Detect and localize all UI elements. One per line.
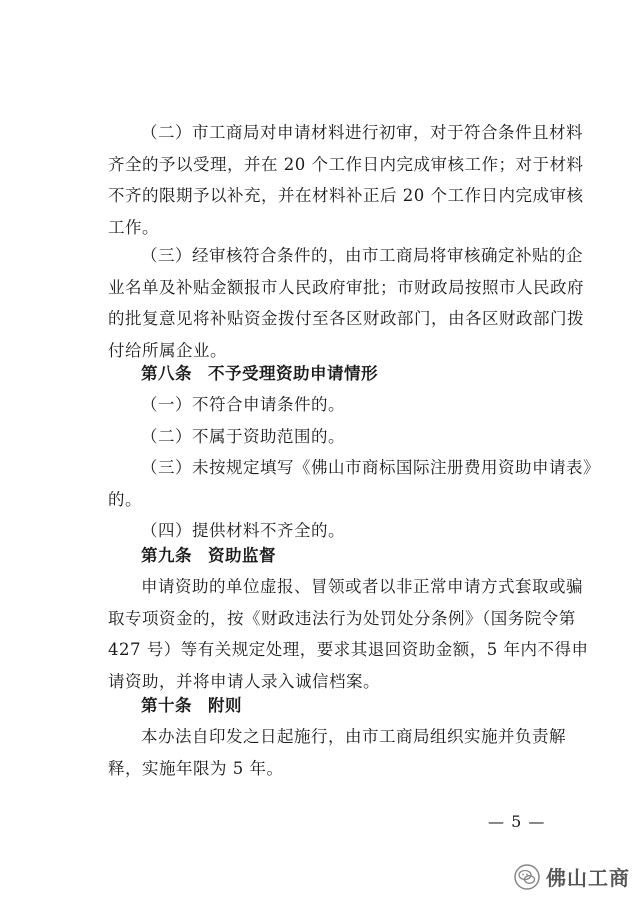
article-title: 不予受理资助申请情形 — [208, 364, 378, 383]
article-8-heading — [141, 358, 378, 390]
text-line: 释，实施年限为 5 年。 — [108, 758, 284, 778]
article-title: 附则 — [208, 696, 242, 715]
paragraph-3 — [108, 240, 584, 366]
text-line: 请资助，并将申请人录入诚信档案。 — [108, 671, 380, 691]
list-item-continuation: 的。 — [108, 489, 142, 509]
article-10-body — [108, 721, 566, 784]
text-line: 取专项资金的，按《财政违法行为处罚处分条例》（国务院令第 — [108, 608, 576, 628]
text-line: 的批复意见将补贴资金拨付至各区财政部门，由各区财政部门拨 — [108, 309, 584, 328]
article-number: 第十条 — [141, 696, 192, 715]
article-number: 第九条 — [141, 546, 192, 565]
text-line: 齐全的予以受理，并在 20 个工作日内完成审核工作；对于材料 — [108, 154, 584, 174]
text-line: 不齐的限期予以补充，并在材料补正后 20 个工作日内完成审核 — [108, 186, 584, 205]
text-line: 申请资助的单位虚报、冒领或者以非正常申请方式套取或骗 — [141, 577, 583, 596]
text-line: 付给所属企业。 — [108, 340, 227, 360]
article-title: 资助监督 — [208, 546, 276, 565]
wechat-logo-icon — [514, 864, 540, 890]
article-8-items — [108, 389, 600, 547]
text-line: （二）市工商局对申请材料进行初审，对于符合条件且材料 — [141, 123, 583, 142]
article-9-body — [108, 571, 589, 697]
account-watermark — [514, 862, 630, 891]
article-number: 第八条 — [141, 364, 192, 383]
list-item: （一）不符合申请条件的。 — [141, 395, 345, 414]
paragraph-2 — [108, 117, 584, 243]
list-item: （三）未按规定填写《佛山市商标国际注册费用资助申请表》 — [141, 458, 600, 477]
list-item: （二）不属于资助范围的。 — [141, 426, 345, 446]
list-item: （四）提供材料不齐全的。 — [141, 521, 345, 540]
text-line: 427 号）等有关规定处理，要求其退回资助金额，5 年内不得申 — [108, 640, 589, 659]
account-name: 佛山工商 — [546, 866, 630, 890]
text-line: 业名单及补贴金额报市人民政府审批；市财政局按照市人民政府 — [108, 277, 584, 297]
page-number: — 5 — — [488, 812, 546, 831]
article-9-heading — [141, 540, 276, 572]
text-line: 本办法自印发之日起施行，由市工商局组织实施并负责解 — [141, 727, 566, 746]
text-line: 工作。 — [108, 217, 159, 237]
text-line: （三）经审核符合条件的，由市工商局将审核确定补贴的企 — [141, 246, 583, 265]
article-10-heading — [141, 690, 242, 722]
